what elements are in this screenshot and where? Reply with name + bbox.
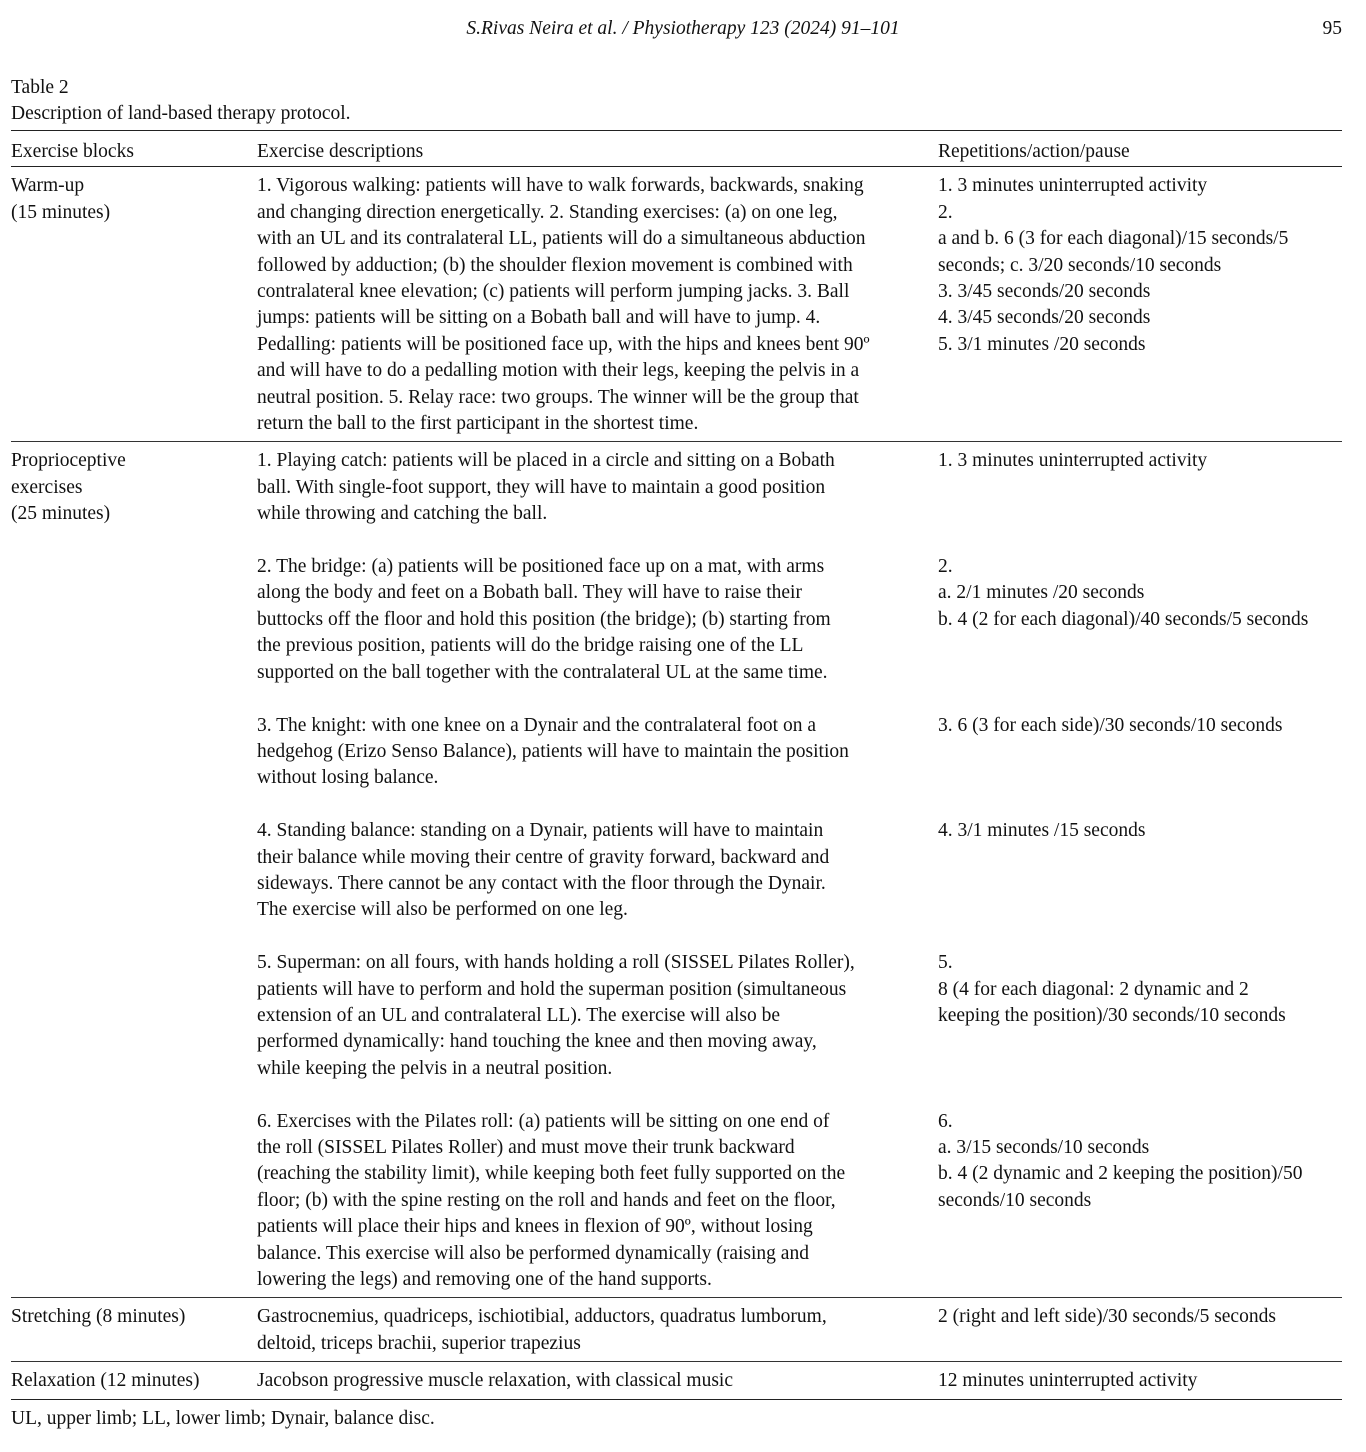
repetitions-line: 2. xyxy=(938,556,953,578)
exercise-description-cell xyxy=(257,1362,938,1399)
table-caption xyxy=(11,75,351,128)
page-number: 95 xyxy=(1322,18,1342,39)
table-header-row xyxy=(11,131,1342,167)
description-line: 4. Standing balance: standing on a Dynair, patients will have to maintain xyxy=(257,820,824,842)
repetitions-line: 5. xyxy=(938,952,953,974)
exercise-description-cell xyxy=(257,1298,938,1362)
description-paragraph xyxy=(257,448,938,527)
description-line: their balance while moving their centre of gravity forward, backward and xyxy=(257,846,830,868)
repetitions-line: keeping the position)/30 seconds/10 seconds xyxy=(938,1004,1286,1026)
repetitions-line: 5. 3/1 minutes /20 seconds xyxy=(938,333,1146,355)
description-paragraph xyxy=(257,173,938,437)
description-paragraph xyxy=(257,1304,938,1357)
repetitions-line: a. 3/15 seconds/10 seconds xyxy=(938,1136,1150,1158)
description-line: buttocks off the floor and hold this position (the bridge); (b) starting from xyxy=(257,608,831,630)
table-footnote: UL, upper limb; LL, lower limb; Dynair, balance disc. xyxy=(11,1408,435,1429)
repetitions-paragraph xyxy=(938,1109,1342,1215)
exercise-block-cell xyxy=(11,442,257,1298)
repetitions-paragraph xyxy=(938,818,1342,924)
description-line: patients will place their hips and knees in flexion of 90º, without losing xyxy=(257,1216,813,1238)
protocol-table xyxy=(11,130,1342,1400)
description-paragraph xyxy=(257,950,938,1082)
description-line: Gastrocnemius, quadriceps, ischiotibial, adductors, quadratus lumborum, xyxy=(257,1306,827,1328)
description-paragraph xyxy=(257,554,938,686)
description-line: 1. Playing catch: patients will be placed in a circle and sitting on a Bobath xyxy=(257,450,835,472)
repetitions-line xyxy=(938,475,1342,501)
exercise-description-cell xyxy=(257,167,938,442)
repetitions-line xyxy=(938,1056,1342,1082)
repetitions-line xyxy=(938,765,1342,791)
description-line: neutral position. 5. Relay race: two groups. The winner will be the group that xyxy=(257,386,859,408)
repetitions-line: 4. 3/45 seconds/20 seconds xyxy=(938,307,1151,329)
repetitions-line: a. 2/1 minutes /20 seconds xyxy=(938,582,1145,604)
description-line: (reaching the stability limit), while keeping both feet fully supported on the xyxy=(257,1163,846,1185)
block-line: Warm-up xyxy=(11,175,85,197)
repetitions-paragraph xyxy=(938,1304,1342,1330)
repetitions-line xyxy=(938,739,1342,765)
description-line: 2. The bridge: (a) patients will be positioned face up on a mat, with arms xyxy=(257,556,825,578)
repetitions-line: 2 (right and left side)/30 seconds/5 seconds xyxy=(938,1306,1276,1328)
repetitions-line xyxy=(938,1029,1342,1055)
repetitions-line xyxy=(938,501,1342,527)
exercise-description-cell xyxy=(257,442,938,1298)
repetitions-line: 12 minutes uninterrupted activity xyxy=(938,1370,1198,1392)
description-line: while throwing and catching the ball. xyxy=(257,503,548,525)
description-line: ball. With single-foot support, they will have to maintain a good position xyxy=(257,476,826,498)
repetitions-line xyxy=(938,871,1342,897)
repetitions-line: 2. xyxy=(938,201,953,223)
repetitions-paragraph xyxy=(938,448,1342,527)
repetitions-line: 1. 3 minutes uninterrupted activity xyxy=(938,175,1208,197)
description-line: 5. Superman: on all fours, with hands holding a roll (SISSEL Pilates Roller), xyxy=(257,952,855,974)
repetitions-cell xyxy=(938,167,1342,442)
description-line: along the body and feet on a Bobath ball. They will have to raise their xyxy=(257,582,802,604)
description-paragraph xyxy=(257,818,938,924)
repetitions-cell xyxy=(938,442,1342,1298)
description-line: extension of an UL and contralateral LL). The exercise will also be xyxy=(257,1004,781,1026)
block-line: Stretching (8 minutes) xyxy=(11,1306,186,1328)
repetitions-line: 1. 3 minutes uninterrupted activity xyxy=(938,450,1208,472)
repetitions-line: 8 (4 for each diagonal: 2 dynamic and 2 xyxy=(938,978,1249,1000)
header-exercise-blocks: Exercise blocks xyxy=(11,131,257,167)
description-line: Pedalling: patients will be positioned face up, with the hips and knees bent 90º xyxy=(257,333,870,355)
exercise-block-cell xyxy=(11,1362,257,1399)
description-paragraph xyxy=(257,713,938,792)
description-line: floor; (b) with the spine resting on the roll and hands and feet on the floor, xyxy=(257,1189,836,1211)
description-paragraph xyxy=(257,1368,938,1394)
running-head: S.Rivas Neira et al. / Physiotherapy 123 (2024) 91–101 xyxy=(466,18,900,39)
description-line: 1. Vigorous walking: patients will have to walk forwards, backwards, snaking xyxy=(257,175,864,197)
description-line: without losing balance. xyxy=(257,767,439,789)
description-line: contralateral knee elevation; (c) patients will perform jumping jacks. 3. Ball xyxy=(257,281,850,303)
repetitions-line: a and b. 6 (3 for each diagonal)/15 seconds/5 xyxy=(938,228,1289,250)
table-title: Description of land-based therapy protocol. xyxy=(11,103,351,125)
repetitions-line: 3. 6 (3 for each side)/30 seconds/10 seconds xyxy=(938,714,1283,736)
repetitions-paragraph xyxy=(938,713,1342,792)
repetitions-line xyxy=(938,633,1342,659)
table-row xyxy=(11,1362,1342,1399)
description-paragraph xyxy=(257,1109,938,1294)
repetitions-line: b. 4 (2 for each diagonal)/40 seconds/5 seconds xyxy=(938,608,1309,630)
description-line: while keeping the pelvis in a neutral position. xyxy=(257,1057,613,1079)
exercise-block-cell xyxy=(11,1298,257,1362)
description-line: and changing direction energetically. 2. Standing exercises: (a) on one leg, xyxy=(257,201,838,223)
description-line: Jacobson progressive muscle relaxation, with classical music xyxy=(257,1370,733,1392)
description-line: deltoid, triceps brachii, superior trapezius xyxy=(257,1332,581,1354)
description-line: lowering the legs) and removing one of the hand supports. xyxy=(257,1268,712,1290)
description-line: 6. Exercises with the Pilates roll: (a) patients will be sitting on one end of xyxy=(257,1110,830,1132)
repetitions-line: 4. 3/1 minutes /15 seconds xyxy=(938,820,1146,842)
description-line: jumps: patients will be sitting on a Bobath ball and will have to jump. 4. xyxy=(257,307,821,329)
block-line: (15 minutes) xyxy=(11,201,111,223)
repetitions-line: seconds; c. 3/20 seconds/10 seconds xyxy=(938,254,1222,276)
description-line: sideways. There cannot be any contact with the floor through the Dynair. xyxy=(257,872,826,894)
exercise-block-cell xyxy=(11,167,257,442)
description-line: performed dynamically: hand touching the knee and then moving away, xyxy=(257,1031,817,1053)
table-row xyxy=(11,442,1342,1298)
repetitions-line: 3. 3/45 seconds/20 seconds xyxy=(938,281,1151,303)
repetitions-paragraph xyxy=(938,173,1342,358)
description-line: The exercise will also be performed on one leg. xyxy=(257,899,628,921)
description-line: 3. The knight: with one knee on a Dynair and the contralateral foot on a xyxy=(257,714,817,736)
header-exercise-descriptions: Exercise descriptions xyxy=(257,131,938,167)
block-line: (25 minutes) xyxy=(11,503,111,525)
block-line: exercises xyxy=(11,476,83,498)
description-line: patients will have to perform and hold the superman position (simultaneous xyxy=(257,978,847,1000)
table-label: Table 2 xyxy=(11,77,69,98)
description-line: balance. This exercise will also be performed dynamically (raising and xyxy=(257,1242,809,1264)
table-row xyxy=(11,1298,1342,1362)
repetitions-paragraph xyxy=(938,1368,1342,1394)
description-line: return the ball to the first participant in the shortest time. xyxy=(257,413,699,435)
repetitions-paragraph xyxy=(938,950,1342,1082)
repetitions-line xyxy=(938,845,1342,871)
description-line: the roll (SISSEL Pilates Roller) and must move their trunk backward xyxy=(257,1136,795,1158)
description-line: hedgehog (Erizo Senso Balance), patients will have to maintain the position xyxy=(257,740,849,762)
repetitions-cell xyxy=(938,1298,1342,1362)
description-line: the previous position, patients will do the bridge raising one of the LL xyxy=(257,635,804,657)
description-line: supported on the ball together with the contralateral UL at the same time. xyxy=(257,661,828,683)
repetitions-cell xyxy=(938,1362,1342,1399)
description-line: followed by adduction; (b) the shoulder flexion movement is combined with xyxy=(257,254,853,276)
description-line: with an UL and its contralateral LL, patients will do a simultaneous abduction xyxy=(257,228,866,250)
description-line: and will have to do a pedalling motion with their legs, keeping the pelvis in a xyxy=(257,360,860,382)
header-repetitions: Repetitions/action/pause xyxy=(938,131,1342,167)
repetitions-line: seconds/10 seconds xyxy=(938,1189,1092,1211)
repetitions-line xyxy=(938,660,1342,686)
block-line: Relaxation (12 minutes) xyxy=(11,1370,200,1392)
repetitions-paragraph xyxy=(938,554,1342,686)
repetitions-line xyxy=(938,897,1342,923)
repetitions-line: b. 4 (2 dynamic and 2 keeping the position)/50 xyxy=(938,1163,1303,1185)
block-line: Proprioceptive xyxy=(11,450,126,472)
repetitions-line: 6. xyxy=(938,1110,953,1132)
table-row xyxy=(11,167,1342,442)
